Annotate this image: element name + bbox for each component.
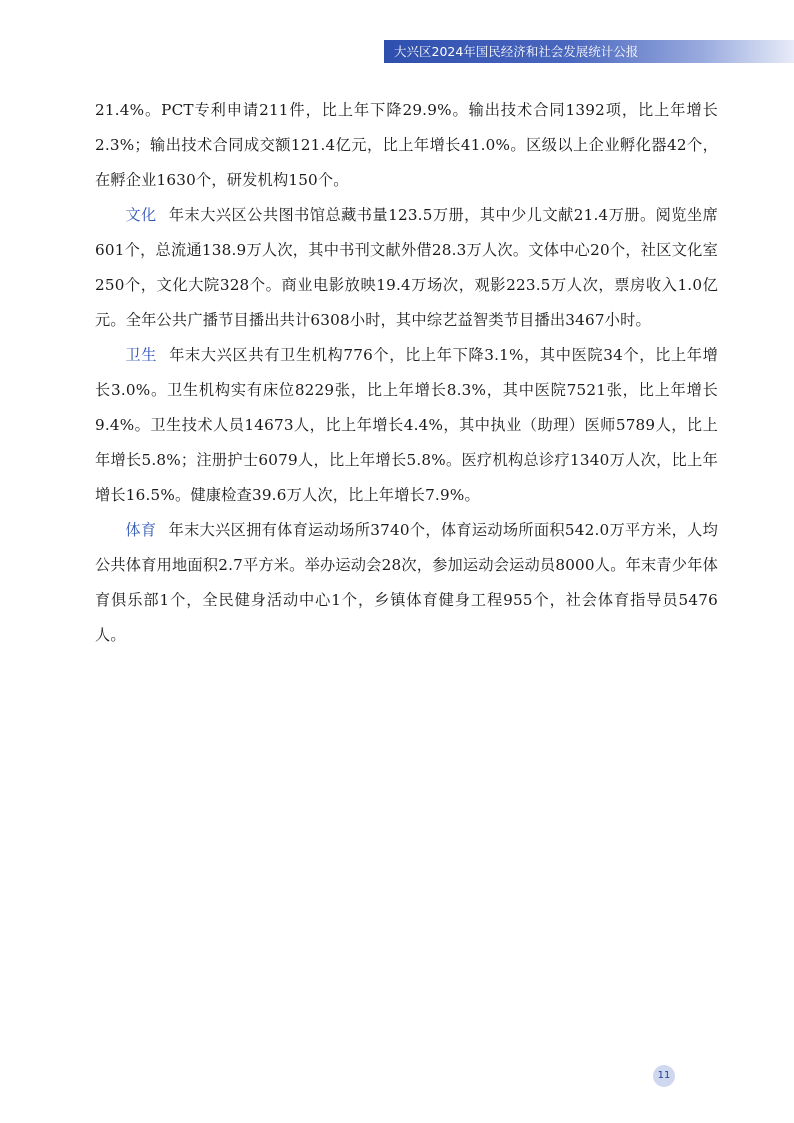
- report-title: 大兴区2024年国民经济和社会发展统计公报: [394, 44, 639, 59]
- paragraph-health-text: 年末大兴区共有卫生机构776个，比上年下降3.1%，其中医院34个，比上年增长3.0%。卫生机构实有床位8229张，比上年增长8.3%，其中医院7521张，比上年增长9.4%。卫生技术人员14673人，比上年增长4.4%，其中执业（助理）医师5789人，比上年增长5.8%；注册护士6079人，比上年增长5.8%。医疗机构总诊疗1340万人次，比上年增长16.5%。健康检查39.6万人次，比上年增长7.9%。: [95, 346, 718, 504]
- paragraph-continuation: 21.4%。PCT专利申请211件，比上年下降29.9%。输出技术合同1392项，比上年增长2.3%；输出技术合同成交额121.4亿元，比上年增长41.0%。区级以上企业孵化器42个，在孵企业1630个，研发机构150个。: [95, 101, 718, 189]
- page-number-badge: 11: [653, 1065, 675, 1087]
- paragraph-culture: [95, 198, 718, 338]
- paragraph-sports: [95, 513, 718, 653]
- section-heading-health: 卫生: [125, 346, 158, 364]
- section-heading-sports: 体育: [125, 521, 157, 539]
- paragraph-culture-text: 年末大兴区公共图书馆总藏书量123.5万册，其中少儿文献21.4万册。阅览坐席601个，总流通138.9万人次，其中书刊文献外借28.3万人次。文体中心20个，社区文化室250个，文化大院328个。商业电影放映19.4万场次，观影223.5万人次，票房收入1.0亿元。全年公共广播节目播出共计6308小时，其中综艺益智类节目播出3467小时。: [95, 206, 718, 329]
- paragraph-health: [95, 338, 718, 513]
- header-band: [384, 40, 794, 63]
- paragraph-sports-text: 年末大兴区拥有体育运动场所3740个，体育运动场所面积542.0万平方米，人均公共体育用地面积2.7平方米。举办运动会28次，参加运动会运动员8000人。年末青少年体育俱乐部1个，全民健身活动中心1个，乡镇体育健身工程955个，社会体育指导员5476人。: [95, 521, 718, 644]
- section-heading-culture: 文化: [125, 206, 157, 224]
- report-body: [95, 93, 718, 653]
